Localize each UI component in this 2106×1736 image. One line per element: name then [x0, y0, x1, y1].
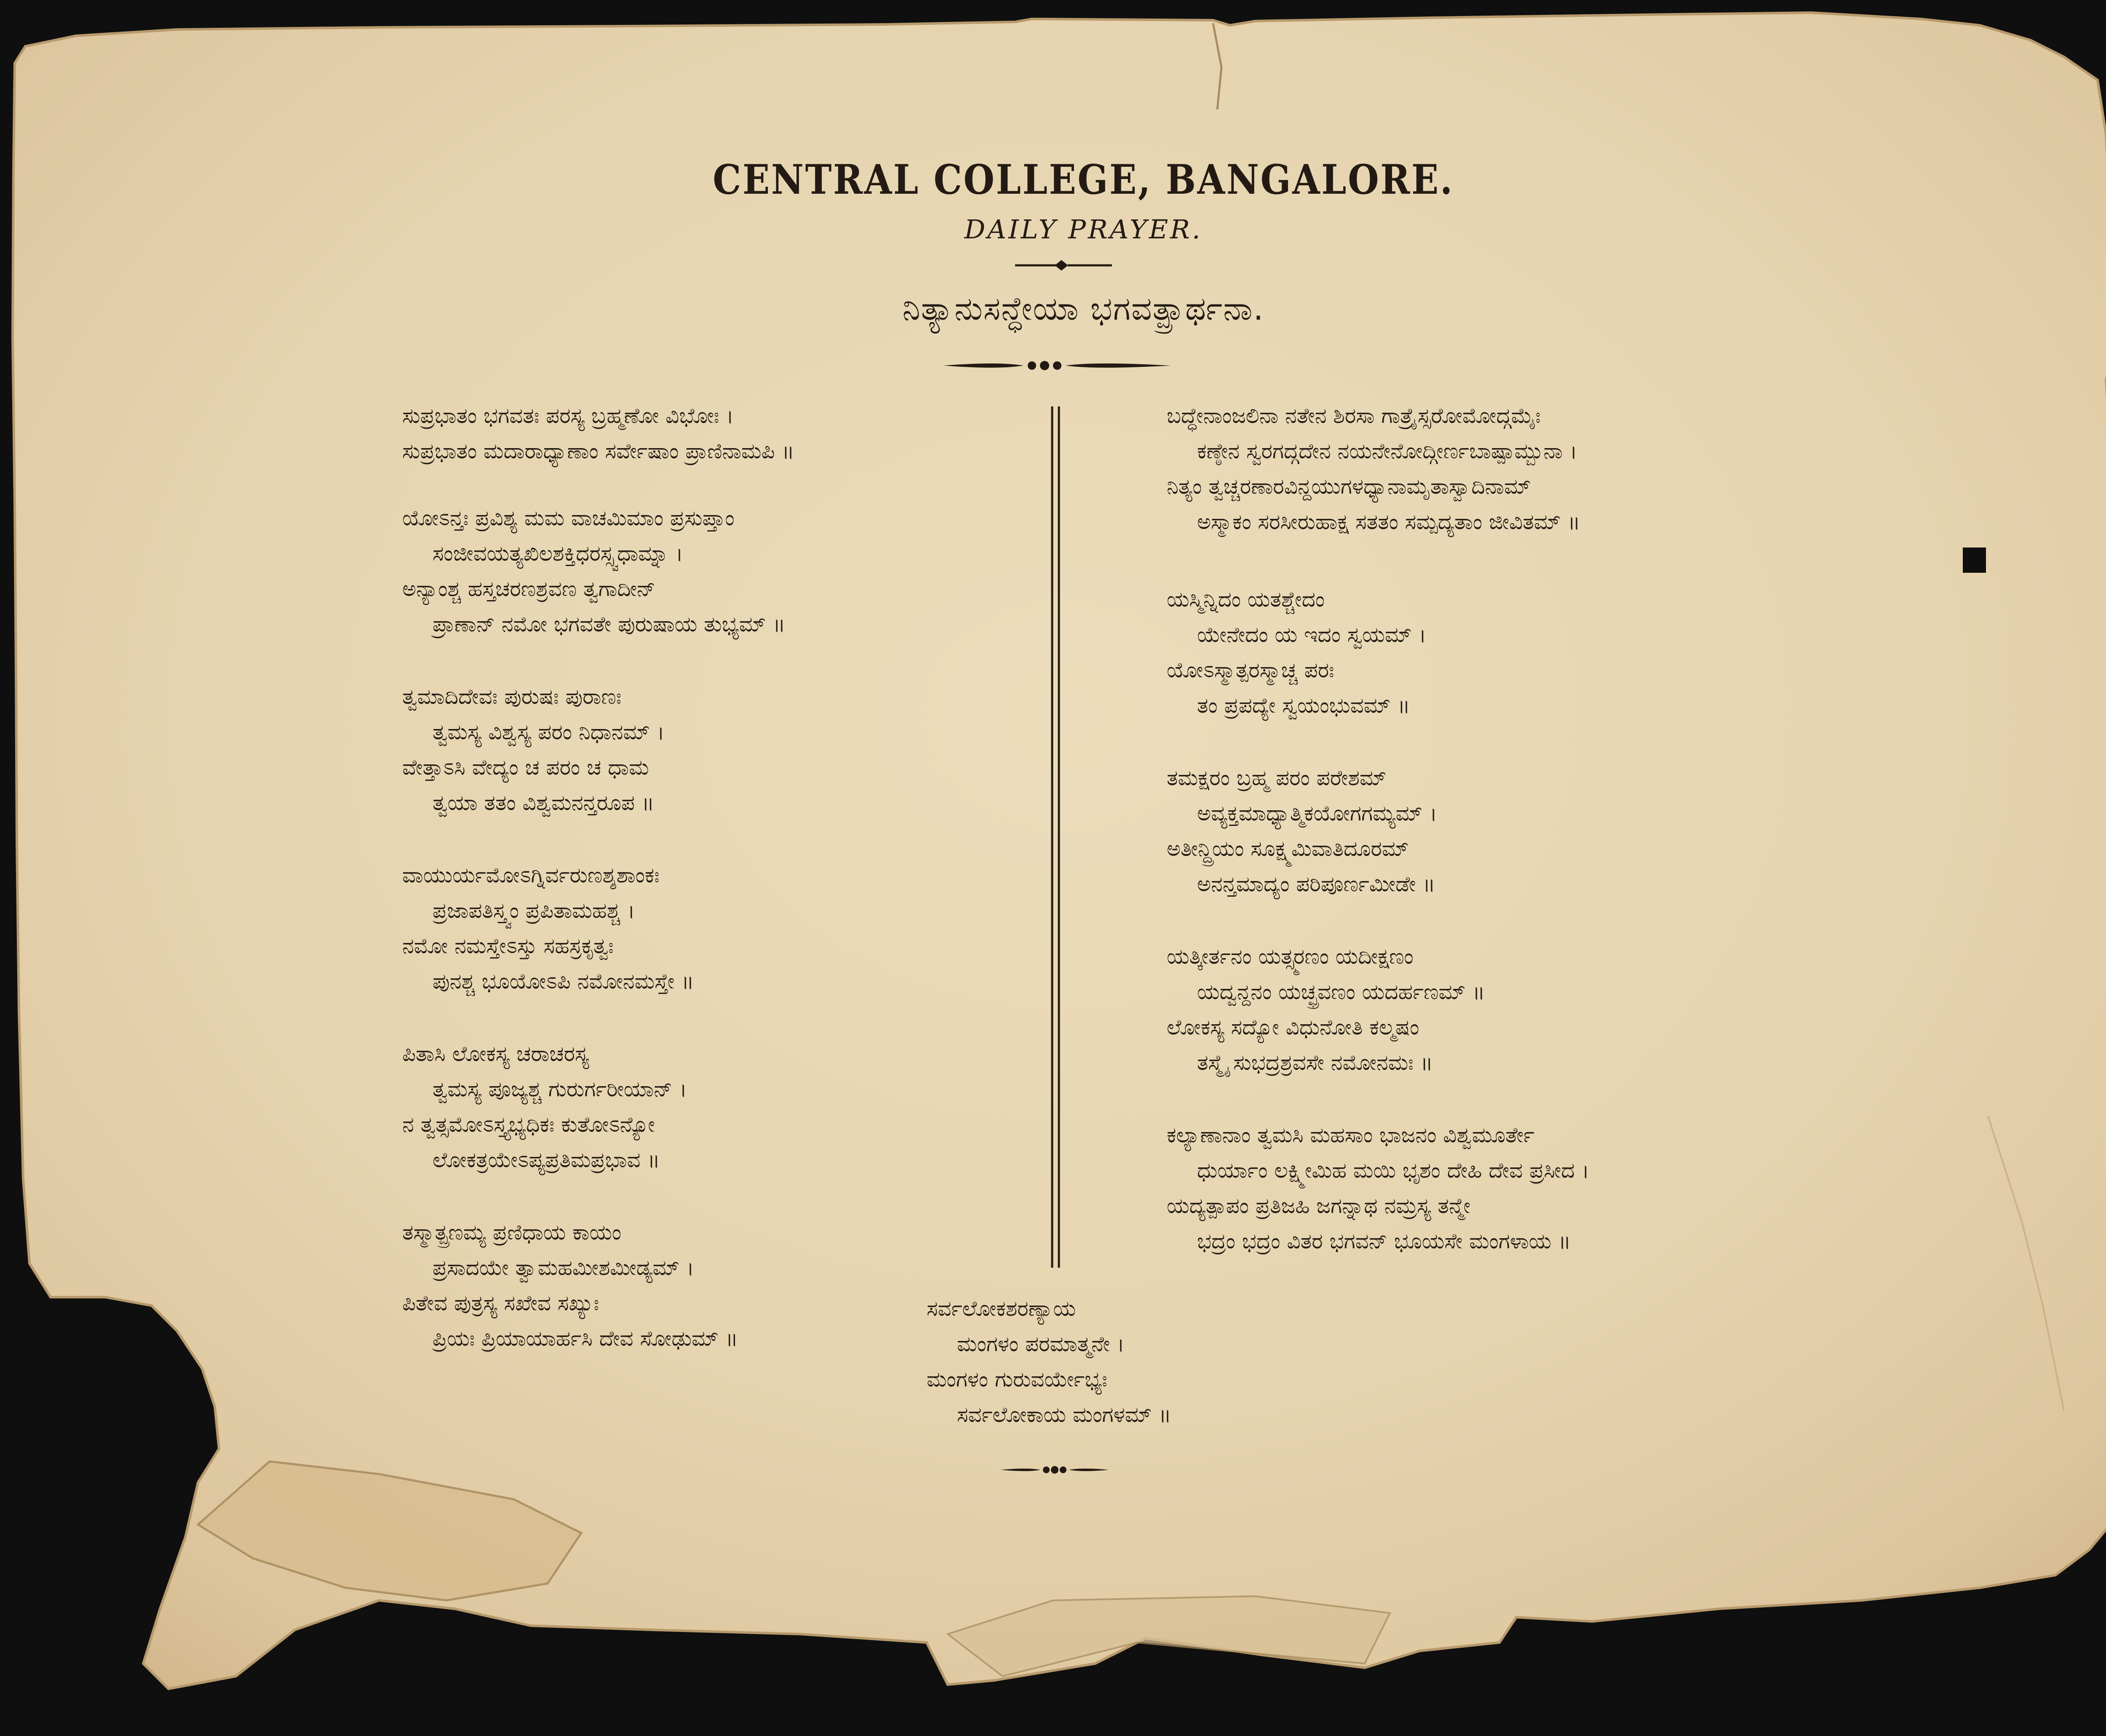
verse-line: ಯತ್ಕೀರ್ತನಂ ಯತ್ಸ್ಮರಣಂ ಯದೀಕ್ಷಣಂ [1167, 944, 1414, 969]
verse-line: ನಮೋ ನಮಸ್ತೇಽಸ್ತು ಸಹಸ್ರಕೃತ್ವಃ [402, 934, 614, 958]
verse-line: ಅತೀನ್ದ್ರಿಯಂ ಸೂಕ್ಷ್ಮಮಿವಾತಿದೂರಮ್ [1167, 836, 1409, 861]
verse-stanza [1167, 1117, 1807, 1259]
verse-line: ಧುರ್ಯಾಂ ಲಕ್ಷ್ಮೀಮಿಹ ಮಯಿ ಭೃಶಂ ದೇಹಿ ದೇವ ಪ್ರಸೀದ । [1197, 1158, 1590, 1183]
verse-line: ಪ್ರಾಣಾನ್ ನಮೋ ಭಗವತೇ ಪುರುಷಾಯ ತುಭ್ಯಮ್ ॥ [433, 612, 786, 636]
verse-stanza [402, 679, 1042, 820]
kannada-heading: ನಿತ್ಯಾನುಸನ್ಧೇಯಾ ಭಗವತ್ಪ್ರಾರ್ಥನಾ. [902, 290, 1264, 327]
verse-line: ತಸ್ಮಾತ್ಪ್ರಣಮ್ಯ ಪ್ರಣಿಧಾಯ ಕಾಯಂ [402, 1220, 622, 1245]
page-subtitle: DAILY PRAYER. [964, 214, 1203, 245]
verse-stanza [1167, 939, 1807, 1080]
verse-line: ಪಿತಾಸಿ ಲೋಕಸ್ಯ ಚರಾಚರಸ್ಯ [402, 1042, 589, 1066]
verse-stanza [402, 500, 1042, 642]
verse-line: ತಸ್ಮೈ ಸುಭದ್ರಶ್ರವಸೇ ನಮೋನಮಃ ॥ [1197, 1050, 1433, 1075]
verse-line: ಯೋಽನ್ತಃ ಪ್ರವಿಶ್ಯ ಮಮ ವಾಚಮಿಮಾಂ ಪ್ರಸುಪ್ತಾಂ [402, 506, 735, 530]
right-prayer-column [1167, 398, 1807, 1296]
verse-line: ಅವ್ಯಕ್ತಮಾಧ್ಯಾತ್ಮಿಕಯೋಗಗಮ್ಯಮ್ । [1197, 801, 1438, 825]
verse-line: ಕಣ್ಠೇನ ಸ್ವರಗದ್ಗದೇನ ನಯನೇನೋದ್ಗೀರ್ಣಬಾಷ್ಪಾಮ್ಬುನಾ । [1197, 439, 1577, 463]
verse-line: ತ್ವಮಾದಿದೇವಃ ಪುರುಷಃ ಪುರಾಣಃ [402, 684, 622, 709]
verse-stanza [402, 1036, 1042, 1178]
verse-line: ಸುಪ್ರಭಾತಂ ಮದಾರಾಧ್ಯಾಣಾಂ ಸರ್ವೇಷಾಂ ಪ್ರಾಣಿನಾಮಪಿ ॥ [402, 439, 794, 463]
verse-line: ಯಸ್ಮಿನ್ನಿದಂ ಯತಶ್ಚೇದಂ [1167, 587, 1325, 612]
verse-line: ತಂ ಪ್ರಪದ್ಯೇ ಸ್ವಯಂಭುವಮ್ ॥ [1197, 693, 1410, 718]
verse-line: ಭದ್ರಂ ಭದ್ರಂ ವಿತರ ಭಗವನ್ ಭೂಯಸೇ ಮಂಗಳಾಯ ॥ [1197, 1229, 1571, 1253]
verse-line: ತ್ವಮಸ್ಯ ಪೂಜ್ಯಶ್ಚ ಗುರುರ್ಗರೀಯಾನ್ । [433, 1077, 687, 1101]
verse-line: ಮಂಗಳಂ ಗುರುವರ್ಯೇಭ್ಯಃ [927, 1367, 1107, 1391]
verse-stanza [1167, 398, 1807, 539]
verse-line: ಬದ್ಧೇನಾಂಜಲಿನಾ ನತೇನ ಶಿರಸಾ ಗಾತ್ರೈಸ್ಸರೋಮೋದ್ಗಮೈಃ [1167, 403, 1541, 428]
verse-line: ನ ತ್ವತ್ಸಮೋಽಸ್ತ್ಯಭ್ಯಧಿಕಃ ಕುತೋಽನ್ಯೋ [402, 1112, 655, 1137]
verse-line: ಸರ್ವಲೋಕಾಯ ಮಂಗಳಮ್ ॥ [957, 1402, 1171, 1427]
verse-stanza [1167, 582, 1807, 723]
verse-line: ಪಿತೇವ ಪುತ್ರಸ್ಯ ಸಖೇವ ಸಖ್ಯುಃ [402, 1291, 599, 1315]
verse-line: ತ್ವಮಸ್ಯ ವಿಶ್ವಸ್ಯ ಪರಂ ನಿಧಾನಮ್ । [433, 720, 665, 744]
verse-line: ಕಲ್ಯಾಣಾನಾಂ ತ್ವಮಸಿ ಮಹಸಾಂ ಭಾಜನಂ ವಿಶ್ವಮೂರ್ತೇ [1167, 1123, 1534, 1147]
verse-line: ವೇತ್ತಾಽಸಿ ವೇದ್ಯಂ ಚ ಪರಂ ಚ ಧಾಮ [402, 755, 649, 780]
verse-stanza [1167, 760, 1807, 902]
verse-stanza [402, 857, 1042, 999]
verse-line: ಯೇನೇದಂ ಯ ಇದಂ ಸ್ವಯಮ್ । [1197, 622, 1427, 647]
verse-line: ಅನ್ಯಾಂಶ್ಚ ಹಸ್ತಚರಣಶ್ರವಣ ತ್ವಗಾದೀನ್ [402, 577, 655, 601]
verse-line: ಸರ್ವಲೋಕಶರಣ್ಯಾಯ [927, 1296, 1076, 1321]
verse-line: ಸಂಜೀವಯತ್ಯಖಿಲಶಕ್ತಿಧರಸ್ಸ್ವಧಾಮ್ನಾ । [433, 541, 683, 566]
verse-line: ತಮಕ್ಷರಂ ಬ್ರಹ್ಮ ಪರಂ ಪರೇಶಮ್ [1167, 766, 1387, 790]
closing-verse [927, 1291, 1348, 1432]
verse-line: ಯದ್ಯತ್ಪಾಪಂ ಪ್ರತಿಜಹಿ ಜಗನ್ನಾಥ ನಮ್ರಸ್ಯ ತನ್ಮೇ [1167, 1194, 1470, 1218]
verse-line: ಲೋಕಸ್ಯ ಸದ್ಯೋ ವಿಧುನೋತಿ ಕಲ್ಮಷಂ [1167, 1015, 1419, 1039]
verse-stanza [402, 398, 1042, 469]
verse-line: ಲೋಕತ್ರಯೇಽಪ್ಯಪ್ರತಿಮಪ್ರಭಾವ ॥ [433, 1148, 660, 1172]
left-prayer-column [402, 398, 1042, 1393]
verse-line: ಪ್ರಸಾದಯೇ ತ್ವಾಮಹಮೀಶಮೀಡ್ಯಮ್ । [433, 1255, 695, 1280]
verse-line: ವಾಯುರ್ಯಮೋಽಗ್ನಿರ್ವರುಣಶ್ಶಶಾಂಕಃ [402, 863, 660, 887]
verse-line: ಪುನಶ್ಚ ಭೂಯೋಽಪಿ ನಮೋನಮಸ್ತೇ ॥ [433, 969, 694, 994]
page-title: CENTRAL COLLEGE, BANGALORE. [713, 156, 1454, 203]
verse-line: ಪ್ರಿಯಃ ಪ್ರಿಯಾಯಾರ್ಹಸಿ ದೇವ ಸೋಢುಮ್ ॥ [433, 1326, 738, 1351]
verse-line: ಅನನ್ತಮಾದ್ಯಂ ಪರಿಪೂರ್ಣಮೀಡೇ ॥ [1197, 872, 1435, 896]
verse-line: ಪ್ರಜಾಪತಿಸ್ತ್ವಂ ಪ್ರಪಿತಾಮಹಶ್ಚ । [433, 898, 635, 923]
verse-line: ಯೋಽಸ್ಮಾತ್ಪರಸ್ಮಾಚ್ಚ ಪರಃ [1167, 658, 1334, 682]
verse-line: ಮಂಗಳಂ ಪರಮಾತ್ಮನೇ । [957, 1332, 1125, 1356]
verse-line: ನಿತ್ಯಂ ತ್ವಚ್ಚರಣಾರವಿನ್ದಯುಗಳಧ್ಯಾನಾಮೃತಾಸ್ವಾದಿನಾಮ್ [1167, 474, 1531, 499]
verse-line: ಸುಪ್ರಭಾತಂ ಭಗವತಃ ಪರಸ್ಯ ಬ್ರಹ್ಮಣೋ ವಿಭೋಃ । [402, 403, 734, 428]
verse-line: ಯದ್ವನ್ದನಂ ಯಚ್ಛ್ರವಣಂ ಯದರ್ಹಣಮ್ ॥ [1197, 980, 1485, 1004]
verse-line: ಅಸ್ಮಾಕಂ ಸರಸೀರುಹಾಕ್ಷ ಸತತಂ ಸಮ್ಪದ್ಯತಾಂ ಜೀವಿತಮ್ ॥ [1197, 510, 1580, 534]
verse-line: ತ್ವಯಾ ತತಂ ವಿಶ್ವಮನನ್ತರೂಪ ॥ [433, 791, 655, 815]
